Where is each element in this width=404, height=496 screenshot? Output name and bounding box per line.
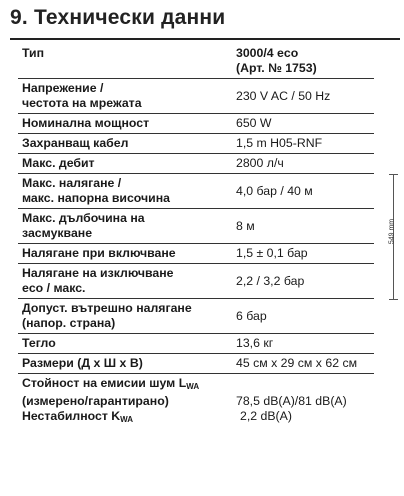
- spec-key-type: Тип: [18, 44, 228, 79]
- spec-value-type: [228, 44, 374, 79]
- table-row: [18, 174, 374, 209]
- spec-value-internal-pressure: 6 бар: [228, 299, 374, 334]
- spec-value-noise: [228, 374, 374, 430]
- spec-key-power: Номинална мощност: [18, 114, 228, 134]
- dimension-cap-bottom: [389, 299, 398, 300]
- uncertainty-subscript: WA: [120, 415, 134, 424]
- title-divider: [10, 38, 400, 40]
- table-row: [18, 244, 374, 264]
- spec-key-internal-pressure: [18, 299, 228, 334]
- spec-value-pressure-head: 4,0 бар / 40 м: [228, 174, 374, 209]
- spec-key-switch-on: Налягане при включване: [18, 244, 228, 264]
- dimension-label: 549 mm: [388, 218, 396, 245]
- table-row: [18, 334, 374, 354]
- spec-key-line: Макс. дълбочина на: [22, 211, 145, 225]
- table-row: [18, 134, 374, 154]
- spec-key-line: (напор. страна): [22, 316, 116, 330]
- spec-key-line: [22, 409, 228, 427]
- spec-key-line: Допуст. вътрешно налягане: [22, 301, 192, 315]
- spec-key-pressure-head: [18, 174, 228, 209]
- article-number: (Арт. № 1753): [236, 61, 317, 75]
- table-row: [18, 114, 374, 134]
- spec-key-line: засмукване: [22, 226, 93, 240]
- noise-subscript: WA: [186, 382, 200, 391]
- section-title: 9. Технически данни: [10, 6, 226, 29]
- noise-value: [236, 379, 374, 394]
- spec-key-voltage: [18, 79, 228, 114]
- spec-key-dimensions: Размери (Д x Ш x В): [18, 354, 228, 374]
- spec-key-line: [22, 376, 228, 394]
- table-row: [18, 79, 374, 114]
- table-row: [18, 354, 374, 374]
- spec-key-line: Налягане на изключване: [22, 266, 174, 280]
- table-row: [18, 264, 374, 299]
- spec-value-switch-off: 2,2 / 3,2 бар: [228, 264, 374, 299]
- spec-value-flow: 2800 л/ч: [228, 154, 374, 174]
- spec-key-noise: [18, 374, 228, 430]
- spec-value-dimensions: 45 см x 29 см x 62 см: [228, 354, 374, 374]
- spec-key-line: Напрежение /: [22, 81, 104, 95]
- spec-key-line: честота на мрежата: [22, 96, 142, 110]
- spec-value-cable: 1,5 m H05-RNF: [228, 134, 374, 154]
- technical-data-table: [18, 44, 374, 429]
- spec-key-weight: Тегло: [18, 334, 228, 354]
- spec-key-switch-off: [18, 264, 228, 299]
- table-row: [18, 154, 374, 174]
- noise-label: Стойност на емисии шум L: [22, 376, 187, 390]
- spec-key-line: eco / макс.: [22, 281, 86, 295]
- spec-value-suction-depth: 8 м: [228, 209, 374, 244]
- spec-value-weight: 13,6 кг: [228, 334, 374, 354]
- noise-value: 78,5 dB(A)/81 dB(A): [236, 394, 347, 408]
- spec-key-cable: Захранващ кабел: [18, 134, 228, 154]
- spec-key-line: Макс. налягане /: [22, 176, 122, 190]
- uncertainty-label: Нестабилност K: [22, 409, 121, 423]
- table-row: [18, 209, 374, 244]
- uncertainty-value: 2,2 dB(A): [240, 409, 292, 423]
- spec-value-power: 650 W: [228, 114, 374, 134]
- table-row: [18, 374, 374, 430]
- spec-key-suction-depth: [18, 209, 228, 244]
- spec-key-line: макс. напорна височина: [22, 191, 170, 205]
- table-row: [18, 44, 374, 79]
- spec-value-switch-on: 1,5 ± 0,1 бар: [228, 244, 374, 264]
- spec-key-line: (измерено/гарантирано): [22, 394, 169, 408]
- model-name: 3000/4 eco: [236, 46, 299, 60]
- spec-value-voltage: 230 V AC / 50 Hz: [228, 79, 374, 114]
- spec-key-flow: Макс. дебит: [18, 154, 228, 174]
- table-row: [18, 299, 374, 334]
